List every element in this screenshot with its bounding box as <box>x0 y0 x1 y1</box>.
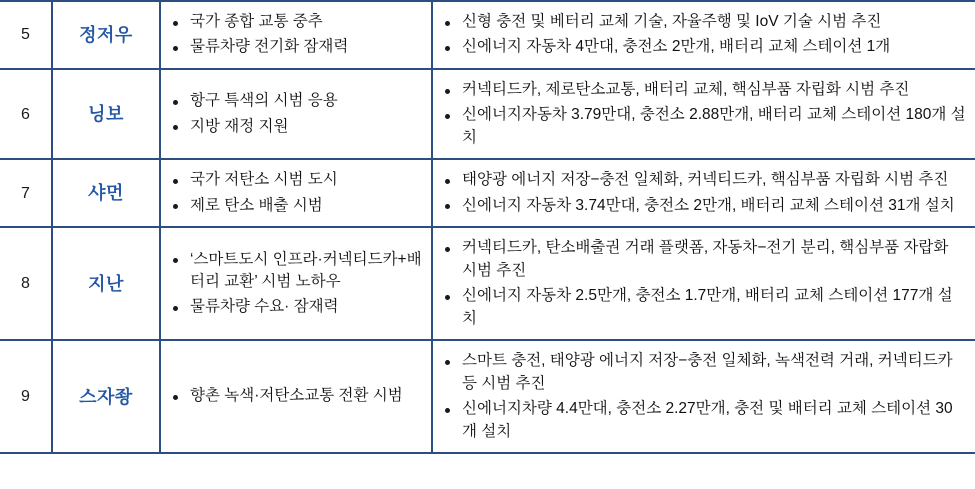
list-item: 신에너지 자동차 2.5만개, 충전소 1.7만개, 배터리 교체 스테이션 177개 설치 <box>441 285 967 330</box>
list-item: 커넥티드카, 제로탄소교통, 배터리 교체, 핵심부품 자립화 시범 추진 <box>441 79 967 101</box>
features-cell <box>160 159 432 227</box>
table-row <box>0 159 975 227</box>
city-name: 샤먼 <box>52 159 160 227</box>
row-number: 8 <box>0 227 52 340</box>
list-item: 지방 재정 지원 <box>169 116 423 138</box>
city-name: 정저우 <box>52 1 160 69</box>
list-item: 국가 종합 교통 중추 <box>169 11 423 33</box>
list-item: 항구 특색의 시범 응용 <box>169 90 423 112</box>
features-list <box>169 169 423 217</box>
features-list <box>169 11 423 59</box>
list-item: 커넥티드카, 탄소배출권 거래 플랫폼, 자동차−전기 분리, 핵심부품 자랍화 시범 추진 <box>441 237 967 282</box>
features-list <box>169 249 423 319</box>
city-name: 스자좡 <box>52 340 160 453</box>
table-row <box>0 340 975 453</box>
list-item: 물류차량 전기화 잠재력 <box>169 36 423 58</box>
details-list <box>441 79 967 149</box>
details-cell <box>432 227 975 340</box>
row-number: 7 <box>0 159 52 227</box>
city-name: 지난 <box>52 227 160 340</box>
table-row <box>0 1 975 69</box>
features-cell <box>160 340 432 453</box>
details-cell <box>432 159 975 227</box>
row-number: 5 <box>0 1 52 69</box>
list-item: ‘스마트도시 인프라·커넥티드카+배터리 교환’ 시범 노하우 <box>169 249 423 294</box>
details-list <box>441 237 967 330</box>
details-list <box>441 11 967 59</box>
list-item: 신에너지자동차 3.79만대, 충전소 2.88만개, 배터리 교체 스테이션 180개 설치 <box>441 104 967 149</box>
details-list <box>441 169 967 217</box>
table-row <box>0 69 975 159</box>
city-name: 닝보 <box>52 69 160 159</box>
list-item: 신에너지차량 4.4만대, 충전소 2.27만개, 충전 및 배터리 교체 스테이션 30개 설치 <box>441 398 967 443</box>
list-item: 신에너지 자동차 4만대, 충전소 2만개, 배터리 교체 스테이션 1개 <box>441 36 967 58</box>
list-item: 국가 저탄소 시범 도시 <box>169 169 423 191</box>
table-body <box>0 1 975 453</box>
row-number: 6 <box>0 69 52 159</box>
details-cell <box>432 340 975 453</box>
row-number: 9 <box>0 340 52 453</box>
features-cell <box>160 1 432 69</box>
list-item: 향촌 녹색·저탄소교통 전환 시범 <box>169 385 423 407</box>
list-item: 신형 충전 및 베터리 교체 기술, 자율주행 및 IoV 기술 시범 추진 <box>441 11 967 33</box>
features-list <box>169 90 423 138</box>
details-list <box>441 350 967 443</box>
table-row <box>0 227 975 340</box>
list-item: 물류차량 수요· 잠재력 <box>169 296 423 318</box>
list-item: 태양광 에너지 저장−충전 일체화, 커넥티드카, 핵심부품 자립화 시범 추진 <box>441 169 967 191</box>
features-cell <box>160 227 432 340</box>
features-cell <box>160 69 432 159</box>
list-item: 제로 탄소 배출 시범 <box>169 195 423 217</box>
details-cell <box>432 1 975 69</box>
list-item: 스마트 충전, 태양광 에너지 저장−충전 일체화, 녹색전력 거래, 커넥티드카 등 시범 추진 <box>441 350 967 395</box>
details-cell <box>432 69 975 159</box>
list-item: 신에너지 자동차 3.74만대, 충전소 2만개, 배터리 교체 스테이션 31개 설치 <box>441 195 967 217</box>
